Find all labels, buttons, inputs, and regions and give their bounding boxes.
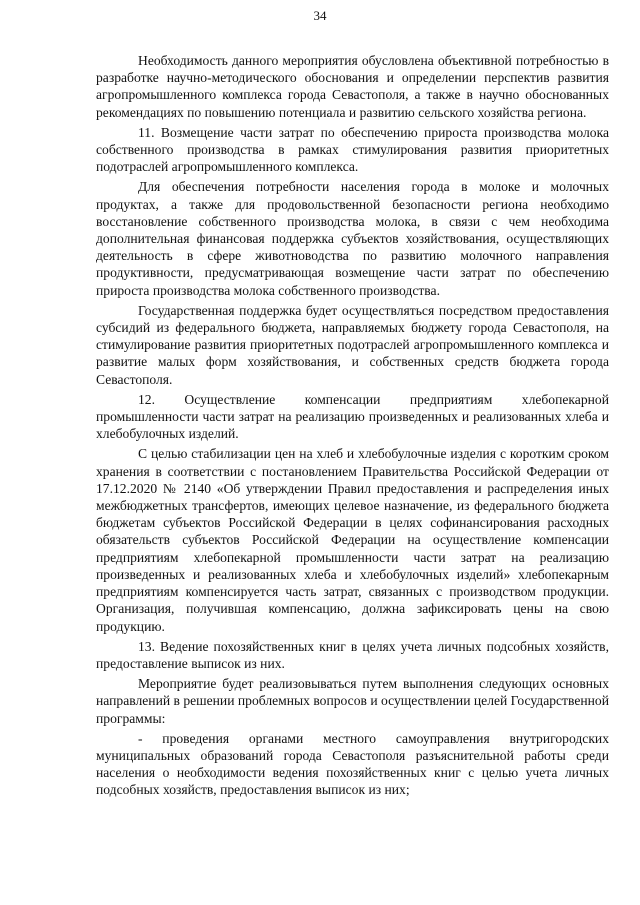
paragraph-state-support: Государственная поддержка будет осуществляться посредством предоставления субсидий из федерального бюджета, направляемых бюджету города Севастополя, на стимулирование развития приоритетных подотраслей агропромышленного комплекса и развитие малых форм хозяйствования, и собственных средств бюджета города Севастополя. — [96, 302, 609, 387]
paragraph-milk-production: Для обеспечения потребности населения города в молоке и молочных продуктах, а также для продовольственной безопасности региона необходимо восстановление собственного производства молока, в связи с чем необходима дополнительная финансовая поддержка субъектов хозяйствования, осуществляющих деятельность в сфере животноводства по развитию молочного направления продуктивности, предусматривающая возмещение части затрат по обеспечению прироста производства молока собственного производства. — [96, 179, 609, 298]
document-body — [96, 52, 609, 800]
paragraph-item-13-heading: 13. Ведение похозяйственных книг в целях учета личных подсобных хозяйств, предоставление выписок из них. — [96, 638, 609, 671]
paragraph-bread-prices: С целью стабилизации цен на хлеб и хлебобулочные изделия с коротким сроком хранения в соответствии с постановлением Правительства Российской Федерации от 17.12.2020 № 2140 «Об утверждении Правил предоставления и распределения иных межбюджетных трансфертов, имеющих целевое назначение, из федерального бюджета бюджетам субъектов Российской Федерации в целях софинансирования расходных обязательств субъектов Российской Федерации на осуществление компенсации предприятиям хлебопекарной промышленности части затрат на реализацию произведенных и реализованных хлеба и хлебобулочных изделий» хлебопекарным предприятиям компенсируется часть затрат, связанных с производством продукции. Организация, получившая компенсацию, должна зафиксировать цены на свою продукцию. — [96, 446, 609, 634]
paragraph-measure-implementation: Мероприятие будет реализовываться путем выполнения следующих основных направлений в решении проблемных вопросов и осуществлении целей Государственной программы: — [96, 676, 609, 726]
page-number: 34 — [313, 8, 327, 23]
paragraph-necessity: Необходимость данного мероприятия обусловлена объективной потребностью в разработке научно-методического обоснования и определении перспектив развития агропромышленного комплекса города Севастополя, а также в научно обоснованных рекомендациях по повышению потенциала и развитию сельского хозяйства региона. — [96, 53, 609, 120]
paragraph-item-11-heading: 11. Возмещение части затрат по обеспечению прироста производства молока собственного производства в рамках стимулирования развития приоритетных подотраслей агропромышленного комплекса. — [96, 124, 609, 175]
paragraph-list-item-explanatory-work: - проведения органами местного самоуправления внутригородских муниципальных образований города Севастополя разъяснительной работы среди населения о необходимости ведения похозяйственных книг с целью учета личных подсобных хозяйств, предоставления выписок из них; — [96, 730, 609, 798]
paragraph-item-12-heading: 12. Осуществление компенсации предприятиям хлебопекарной промышленности части затрат на реализацию произведенных и реализованных хлеба и хлебобулочных изделий. — [96, 391, 609, 442]
